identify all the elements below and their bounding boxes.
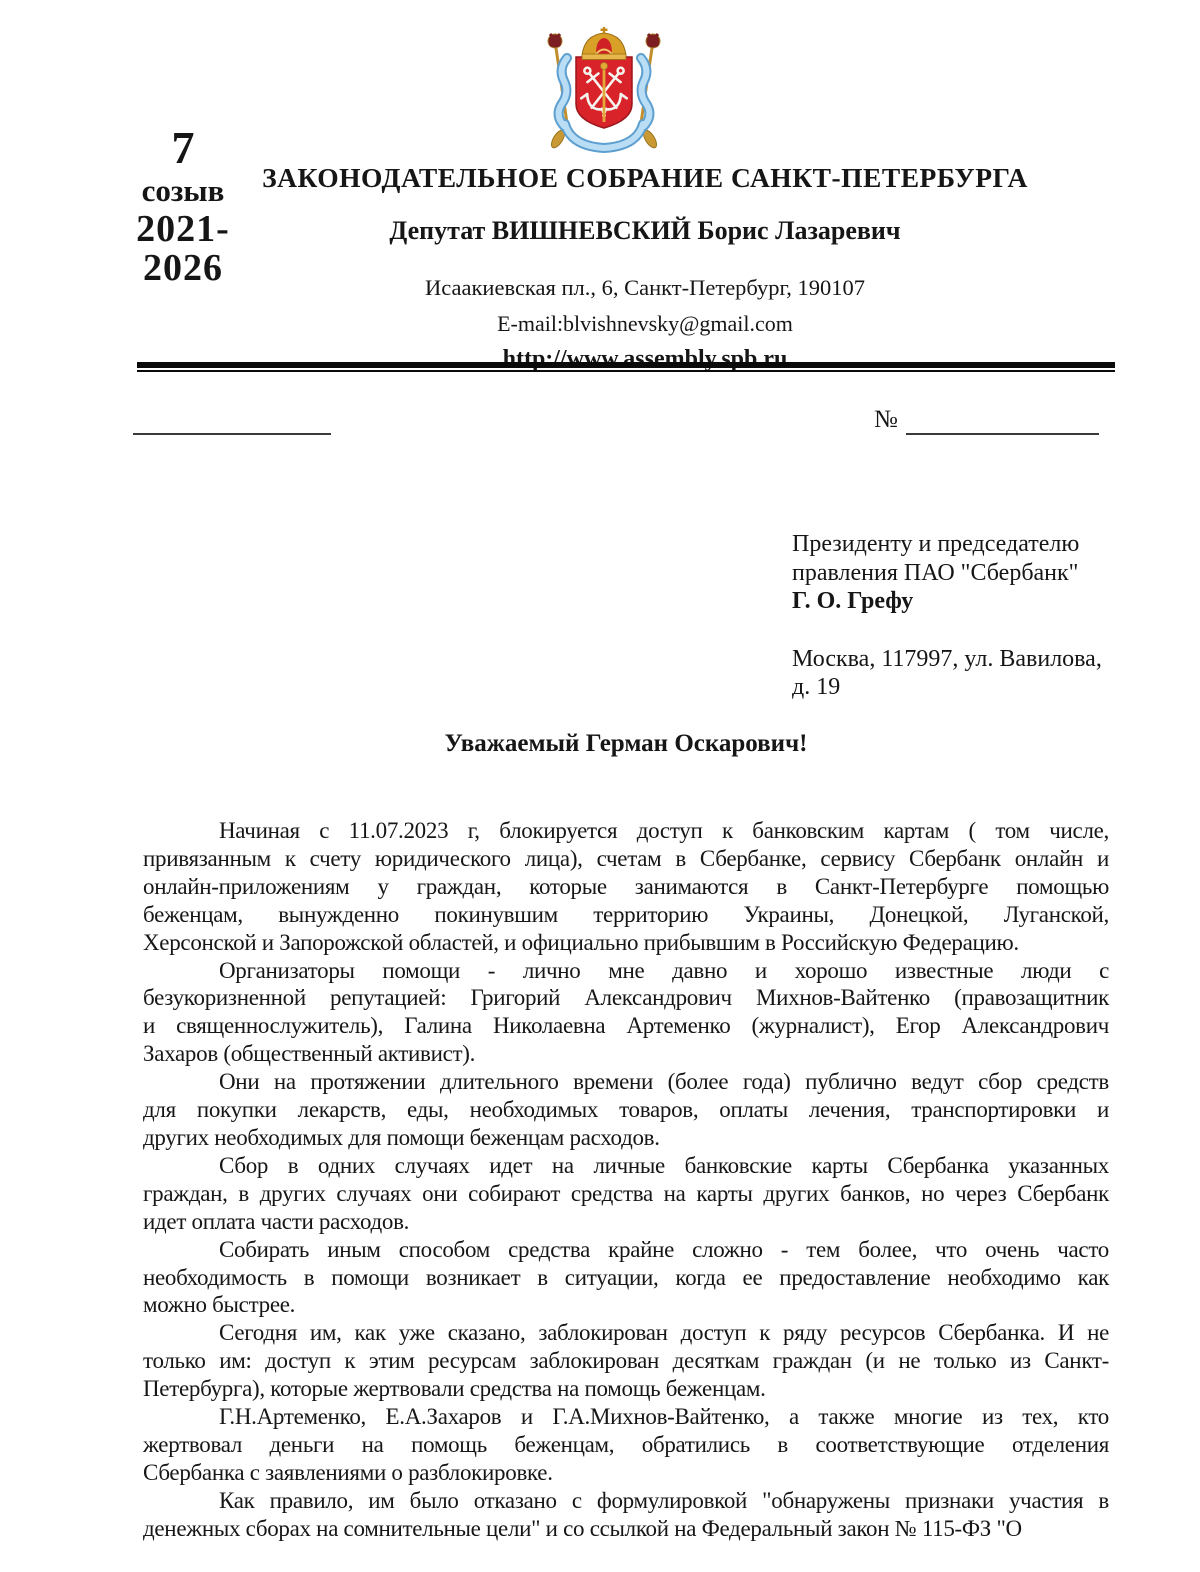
body-line: Г.Н.Артеменко, Е.А.Захаров и Г.А.Михнов-Вайтенко, а также многие из тех, кто [219, 1404, 1109, 1430]
body-line: онлайн-приложениям у граждан, которые занимаются в Санкт-Петербурге помощью [143, 873, 1109, 899]
addressee-line: Президенту и председателю [792, 531, 1080, 557]
date-blank-line [133, 433, 331, 435]
addressee-block [792, 530, 1142, 702]
convocation-years-start: 2021- [136, 208, 230, 250]
body-line: Собирать иным способом средства крайне сложно - тем более, что очень часто [219, 1236, 1109, 1262]
body-line: Как правило, им было отказано с формулировкой "обнаружены признаки участия в [219, 1487, 1109, 1513]
number-blank-line [906, 433, 1099, 435]
body-line: привязанным к счету юридического лица), счетам в Сбербанке, сервису Сбербанк онлайн и [143, 845, 1109, 871]
postal-address-line: Исаакиевская пл., 6, Санкт-Петербург, 190107 [425, 275, 865, 300]
deputy-name-line: Депутат ВИШНЕВСКИЙ Борис Лазаревич [389, 216, 901, 245]
letter-body [143, 817, 1109, 1543]
addressee-line: правления ПАО "Сбербанк" [792, 559, 1079, 586]
body-line: Петербурга), которые жертвовали средства на помощь беженцам. [143, 1376, 766, 1402]
email-line: E-mail:blvishnevsky@gmail.com [497, 311, 793, 336]
body-line: Сбор в одних случаях идет на личные банковские карты Сбербанка указанных [219, 1152, 1109, 1178]
double-rule-divider [137, 362, 1115, 372]
body-line: идет оплата части расходов. [143, 1208, 410, 1234]
body-line: и священнослужитель), Галина Николаевна Артеменко (журналист), Егор Александрович [143, 1013, 1109, 1039]
body-line: Захаров (общественный активист). [143, 1041, 476, 1067]
website-line: http://www.assembly.spb.ru [502, 346, 788, 372]
convocation-label: созыв [141, 173, 225, 208]
body-line: жертвовал деньги на помощь беженцам, обратились в соответствующие отделения [143, 1431, 1109, 1457]
addressee-name: Г. О. Грефу [792, 588, 914, 614]
body-line: безукоризненной репутацией: Григорий Александрович Михнов-Вайтенко (правозащитник [143, 985, 1109, 1011]
addressee-address-line: Москва, 117997, ул. Вавилова, [792, 645, 1102, 672]
organisation-title: ЗАКОНОДАТЕЛЬНОЕ СОБРАНИЕ САНКТ-ПЕТЕРБУРГА [262, 162, 1028, 193]
body-line: беженцам, вынужденно покинувшим территорию Украины, Донецкой, Луганской, [143, 901, 1109, 927]
body-line: Херсонской и Запорожской областей, и официально прибывшим в Российскую Федерацию. [143, 929, 1019, 955]
convocation-years-end: 2026 [143, 247, 223, 289]
body-line: для покупки лекарств, еды, необходимых товаров, оплаты лечения, транспортировки и [143, 1097, 1109, 1123]
letterhead [230, 162, 1060, 373]
convocation-number: 7 [171, 122, 195, 173]
number-sign: № [874, 406, 898, 433]
body-line: можно быстрее. [143, 1292, 296, 1318]
body-line: Начиная с 11.07.2023 г, блокируется доступ к банковским картам ( том числе, [219, 818, 1109, 843]
saint-petersburg-coat-of-arms-icon [538, 26, 670, 156]
addressee-address-line: д. 19 [792, 674, 841, 700]
body-line: Сегодня им, как уже сказано, заблокирован доступ к ряду ресурсов Сбербанка. И не [219, 1320, 1109, 1346]
salutation: Уважаемый Герман Оскарович! [444, 730, 808, 757]
body-line: только им: доступ к этим ресурсам заблокирован десяткам граждан (и не только из Санкт- [143, 1348, 1109, 1374]
body-line: Они на протяжении длительного времени (более года) публично ведут сбор средств [219, 1069, 1109, 1095]
body-line: Сбербанка с заявлениями о разблокировке. [143, 1459, 553, 1485]
body-line: других необходимых для помощи беженцам расходов. [143, 1124, 660, 1150]
convocation-block [126, 124, 240, 288]
addressee-address [792, 645, 1142, 702]
body-line: граждан, в других случаях они собирают средства на карты других банков, но через Сбербанк [143, 1180, 1109, 1206]
body-line: денежных сборах на сомнительные цели" и со ссылкой на Федеральный закон № 115-ФЗ "О [143, 1515, 1022, 1541]
body-line: Организаторы помощи - лично мне давно и хорошо известные люди с [219, 957, 1109, 983]
body-line: необходимость в помощи возникает в ситуации, когда ее предоставление необходимо как [143, 1264, 1109, 1290]
